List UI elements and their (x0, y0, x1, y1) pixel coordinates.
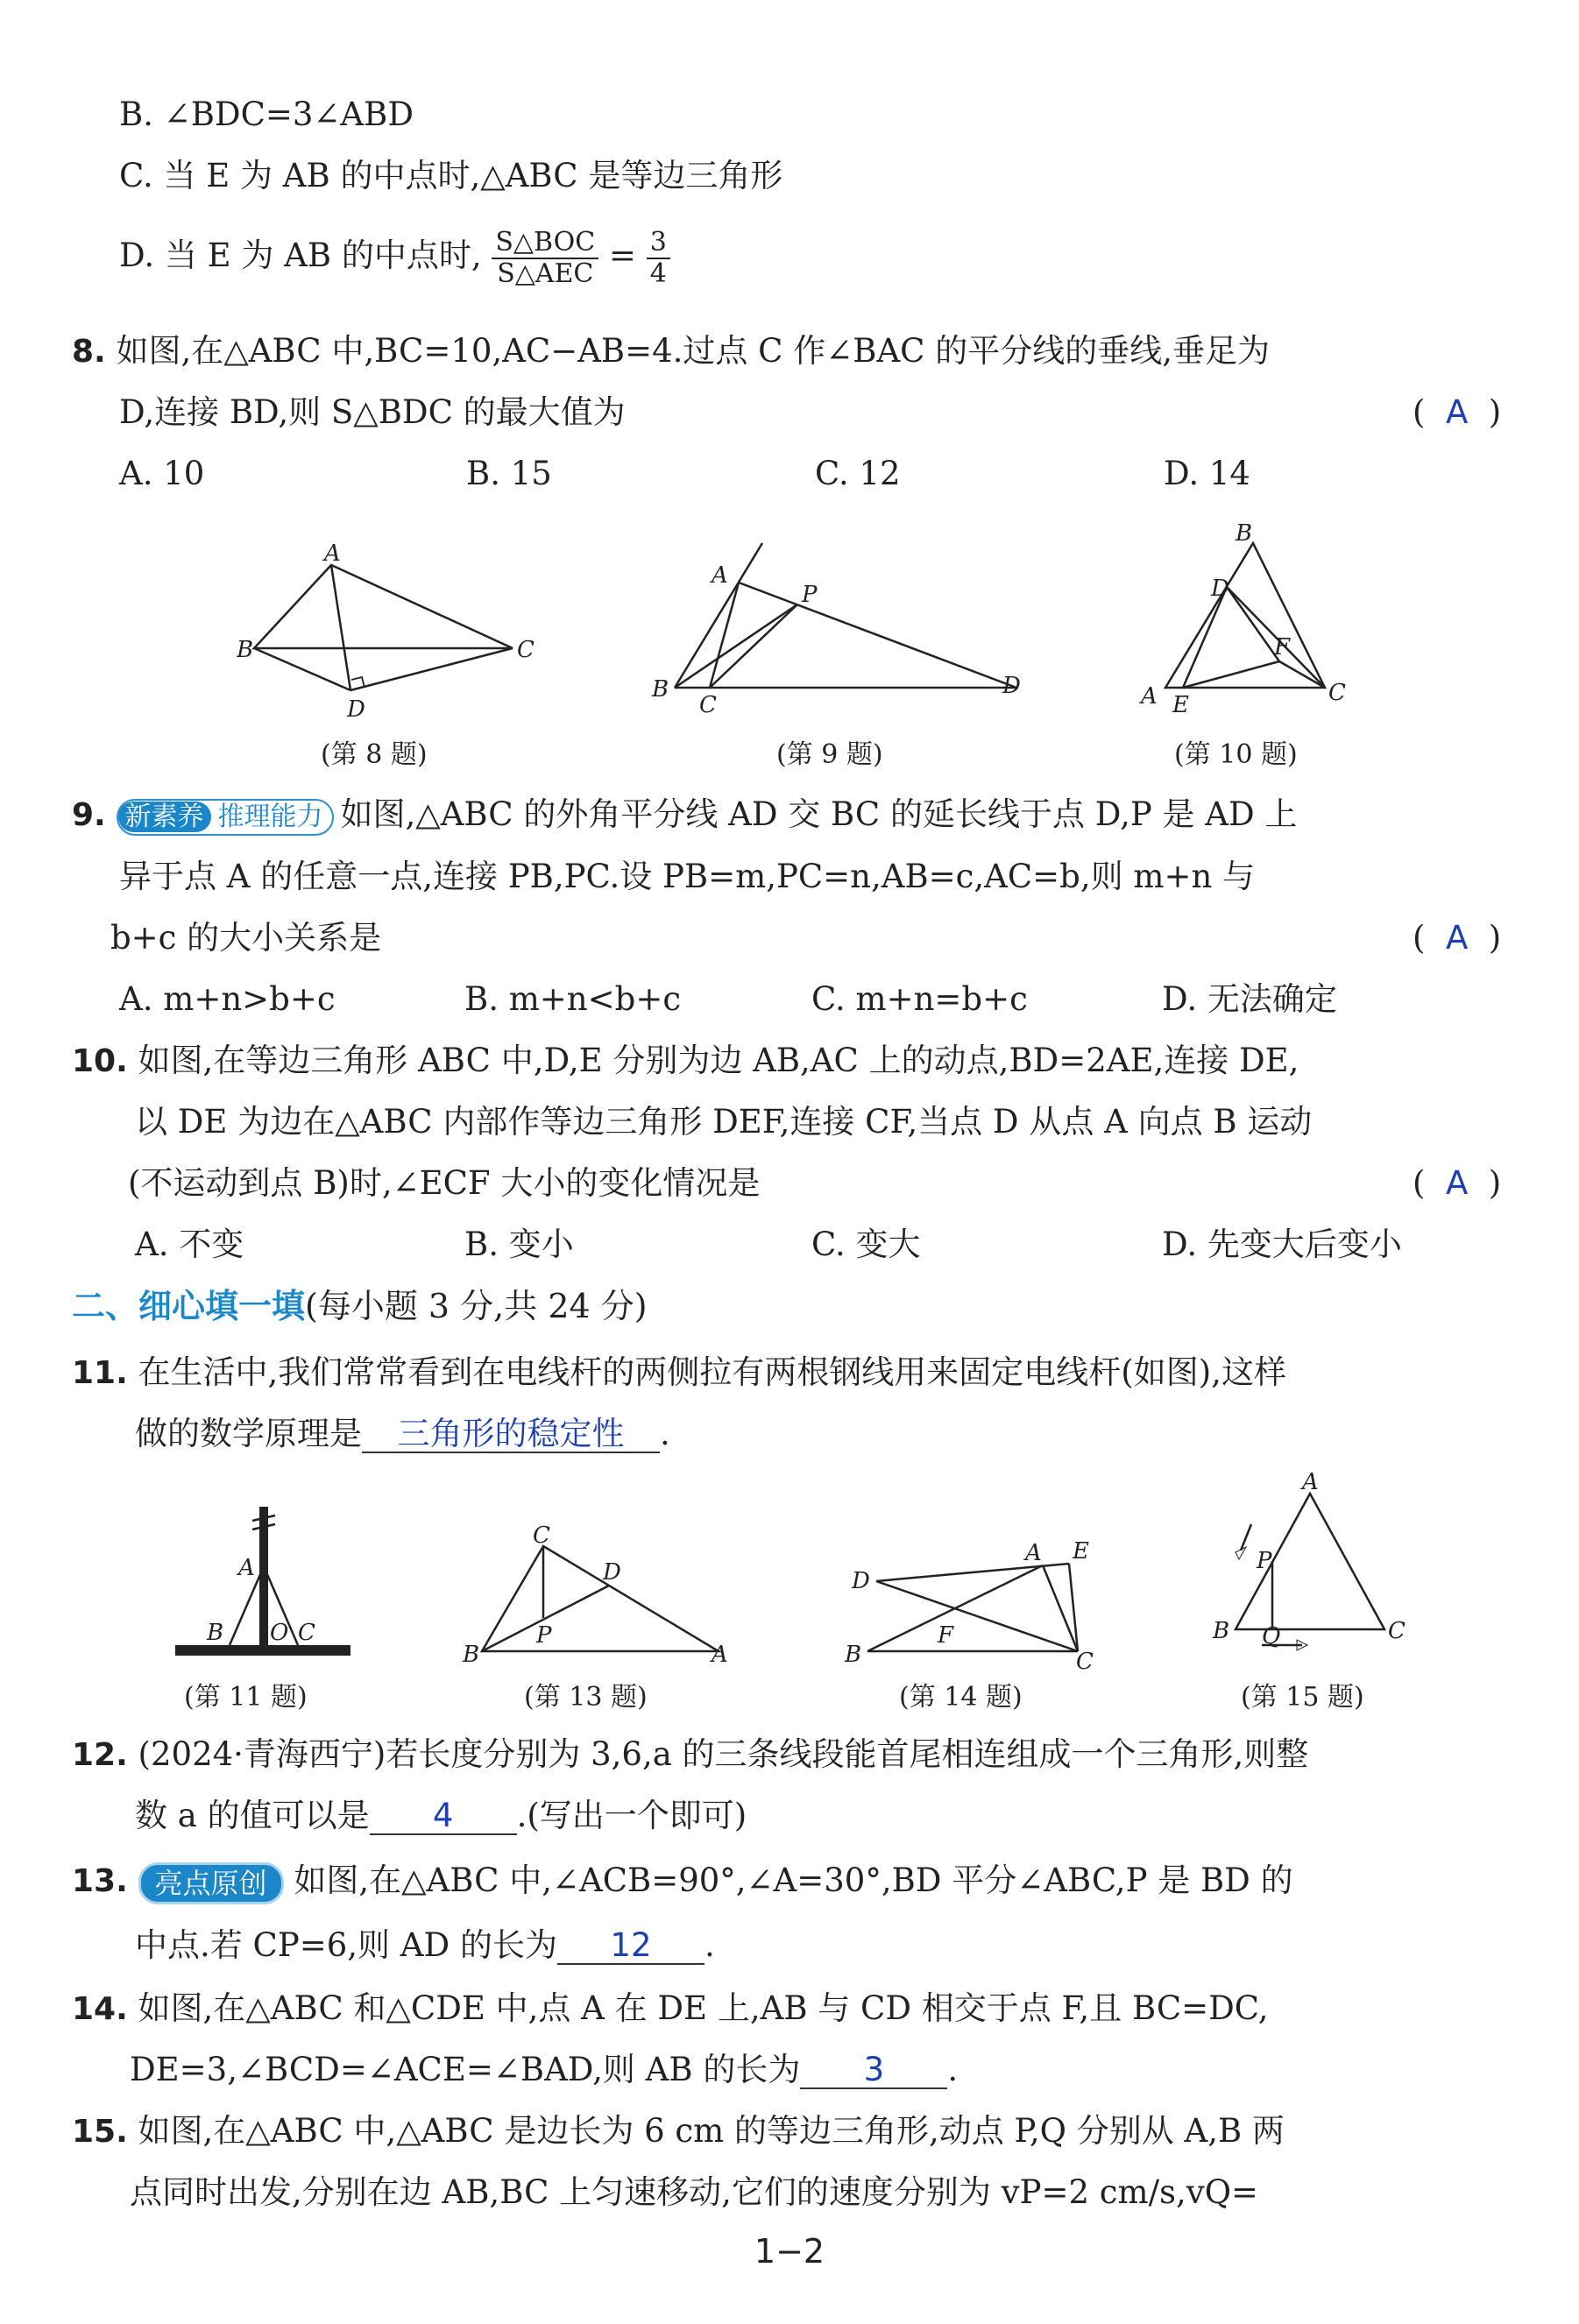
figure-q13 (456, 1520, 745, 1673)
q10-line2: 以 DE 为边在△ABC 内部作等边三角形 DEF,连接 CF,当点 D 从点 A 向点 B 运动 (135, 1103, 1313, 1141)
fig9-ac (710, 583, 739, 688)
caption-q11: (第 11 题) (184, 1682, 308, 1713)
q9-answer: A (1445, 919, 1469, 957)
q11-answer: 三角形的稳定性 (397, 1415, 625, 1452)
caption-q15: (第 15 题) (1241, 1682, 1364, 1713)
fig11-label-a: A (238, 1555, 255, 1581)
fig13-label-a: A (712, 1642, 728, 1668)
q11-blank (362, 1416, 660, 1453)
q7-option-c: C. 当 E 为 AB 的中点时,△ABC 是等边三角形 (119, 157, 783, 194)
fig15-label-a: A (1302, 1472, 1319, 1495)
q7-area-numerator: S△BOC (492, 228, 598, 259)
q9-option-a: A. m+n>b+c (119, 980, 336, 1018)
fig11-label-c: C (298, 1620, 315, 1646)
q12-text-2: 数 a 的值可以是 (135, 1797, 370, 1834)
q7-option-d (119, 221, 670, 291)
q8-answer: A (1445, 393, 1469, 431)
section-2-title: 二、细心填一填 (72, 1287, 306, 1325)
fig11-wire-left (230, 1572, 261, 1645)
section-2-note: (每小题 3 分,共 24 分) (305, 1287, 648, 1325)
q13-number: 13. (72, 1863, 128, 1899)
q15-number: 15. (72, 2114, 128, 2150)
fig14-label-b: B (845, 1642, 862, 1668)
fig9-label-b: B (652, 676, 669, 703)
fig8-label-b: B (237, 637, 254, 663)
fig8-ad (331, 565, 350, 690)
q15-text-1: 如图,在△ABC 中,△ABC 是边长为 6 cm 的等边三角形,动点 P,Q 分别从 A,B 两 (138, 2112, 1285, 2150)
figure-q9 (648, 539, 1034, 723)
fig13-label-c: C (533, 1522, 550, 1549)
q8-number: 8. (72, 334, 106, 370)
fig15-label-p: P (1257, 1548, 1272, 1574)
fig8-label-c: C (517, 637, 535, 663)
q12-text-3: .(写出一个即可) (516, 1797, 747, 1834)
fig8-dc (350, 648, 513, 690)
section-2-header (72, 1284, 648, 1328)
q8-line1 (72, 329, 1270, 374)
q14-number: 14. (72, 1991, 128, 2027)
q7-area-denominator: S△AEC (497, 258, 594, 289)
fig10-label-b: B (1236, 521, 1253, 547)
q14-text-1: 如图,在△ABC 和△CDE 中,点 A 在 DE 上,AB 与 CD 相交于点 F,且 BC=DC, (138, 1989, 1269, 2027)
caption-q14: (第 14 题) (899, 1682, 1023, 1713)
q12-answer: 4 (432, 1797, 454, 1834)
q10-option-b: B. 变小 (464, 1226, 574, 1263)
caption-q8: (第 8 题) (321, 739, 428, 770)
q8-answer-paren: ( A ) (1413, 393, 1502, 431)
figure-q8 (237, 543, 552, 727)
caption-q10: (第 10 题) (1174, 739, 1298, 770)
fig13-label-d: D (603, 1559, 621, 1586)
fig8-label-d: D (347, 696, 365, 723)
figure-q10 (1130, 521, 1358, 723)
q7-area-ratio (492, 228, 598, 289)
fig14-label-d: D (852, 1568, 870, 1594)
q9-option-c: C. m+n=b+c (811, 980, 1028, 1018)
fig10-label-f: F (1274, 634, 1291, 660)
q15-line2: 点同时出发,分别在边 AB,BC 上匀速移动,它们的速度分别为 vP=2 cm/s,vQ= (130, 2173, 1259, 2211)
q13-text-1: 如图,在△ABC 中,∠ACB=90°,∠A=30°,BD 平分∠ABC,P 是 BD 的 (294, 1861, 1293, 1899)
q14-blank (800, 2052, 947, 2089)
q13-line2 (135, 1924, 715, 1967)
q11-line1 (72, 1351, 1286, 1395)
q9-option-d: D. 无法确定 (1162, 980, 1337, 1018)
fig9-pb (675, 604, 797, 688)
figure-q14 (841, 1520, 1122, 1673)
q9-text-1: 如图,△ABC 的外角平分线 AD 交 BC 的延长线于点 D,P 是 AD 上 (340, 795, 1298, 833)
fig8-label-a: A (324, 543, 341, 567)
fig10-label-d: D (1211, 576, 1229, 602)
fig14-label-a: A (1025, 1540, 1042, 1566)
q8-option-c: C. 12 (815, 455, 901, 492)
q13-line1 (72, 1859, 1293, 1904)
fig13-label-p: P (536, 1622, 552, 1649)
q9-badge-main: 新素养 (118, 802, 211, 832)
q12-line1 (72, 1733, 1308, 1777)
fig9-label-d: D (1002, 673, 1021, 699)
q7-option-d-text: D. 当 E 为 AB 的中点时, (119, 237, 482, 274)
q10-option-d: D. 先变大后变小 (1162, 1226, 1402, 1263)
fig9-label-c: C (699, 692, 717, 718)
fig11-label-b: B (207, 1620, 224, 1646)
q11-text-1: 在生活中,我们常常看到在电线杆的两侧拉有两根钢线用来固定电线杆(如图),这样 (138, 1353, 1286, 1391)
fig9-pc (710, 604, 797, 688)
q12-number: 12. (72, 1737, 128, 1773)
figure-q11 (166, 1489, 377, 1664)
figure-q15 (1209, 1472, 1420, 1673)
q12-line2 (135, 1794, 747, 1838)
fig9-label-a: A (712, 562, 728, 589)
q10-answer: A (1445, 1164, 1469, 1202)
caption-q9: (第 9 题) (776, 739, 883, 770)
q7-option-b: B. ∠BDC=3∠ABD (119, 95, 414, 133)
q12-text-1: (2024·青海西宁)若长度分别为 3,6,a 的三条线段能首尾相连组成一个三角形,则整 (138, 1735, 1309, 1773)
q13-answer: 12 (610, 1926, 652, 1964)
q13-blank (557, 1928, 705, 1965)
fig14-label-c: C (1076, 1649, 1094, 1673)
page-number: 1−2 (754, 2232, 825, 2271)
q11-text-2: 做的数学原理是 (135, 1415, 362, 1452)
fig9-label-p: P (802, 582, 818, 608)
fig14-dc (876, 1581, 1078, 1651)
q10-text-1: 如图,在等边三角形 ABC 中,D,E 分别为边 AB,AC 上的动点,BD=2AE,连接 DE, (138, 1042, 1299, 1079)
q10-answer-paren: ( A ) (1413, 1164, 1502, 1202)
q11-number: 11. (72, 1355, 128, 1391)
q10-line1 (72, 1039, 1299, 1084)
q9-line2: 异于点 A 的任意一点,连接 PB,PC.设 PB=m,PC=n,AB=c,AC=b,则 m+n 与 (119, 858, 1256, 895)
q8-text-1: 如图,在△ABC 中,BC=10,AC−AB=4.过点 C 作∠BAC 的平分线的垂线,垂足为 (116, 332, 1270, 370)
q7-fraction (647, 228, 670, 289)
q8-option-b: B. 15 (466, 455, 552, 492)
fig15-label-q: Q (1262, 1623, 1281, 1649)
q7-fraction-numerator: 3 (647, 228, 670, 259)
q9-badge (117, 799, 334, 836)
q11-line2 (135, 1412, 670, 1456)
q9-option-b: B. m+n<b+c (464, 980, 682, 1018)
q7-fraction-denominator: 4 (649, 258, 667, 289)
fig14-label-f: F (938, 1622, 954, 1649)
q9-answer-paren: ( A ) (1413, 919, 1502, 957)
fig14-ab (867, 1565, 1043, 1651)
q9-line3: b+c 的大小关系是 (110, 919, 382, 957)
fig10-label-e: E (1172, 692, 1189, 718)
fig15-label-c: C (1388, 1618, 1406, 1644)
q9-line1 (72, 793, 1297, 837)
fig8-bd (254, 648, 350, 690)
fig13-label-b: B (463, 1642, 480, 1668)
caption-q13: (第 13 题) (524, 1682, 648, 1713)
fig10-de (1183, 587, 1227, 688)
q13-text-2: 中点.若 CP=6,则 AD 的长为 (135, 1926, 557, 1964)
q10-number: 10. (72, 1043, 128, 1079)
q14-line2 (130, 2048, 958, 2092)
q9-number: 9. (72, 797, 106, 833)
q14-text-2: DE=3,∠BCD=∠ACE=∠BAD,则 AB 的长为 (130, 2051, 801, 2088)
q7-equals: = (608, 237, 636, 274)
fig10-label-c: C (1328, 680, 1346, 706)
fig10-label-a: A (1141, 683, 1158, 710)
fig10-ef (1183, 661, 1279, 688)
q8-line2: D,连接 BD,则 S△BDC 的最大值为 (119, 393, 626, 431)
fig10-df (1227, 587, 1279, 661)
q12-blank (370, 1798, 517, 1835)
q10-option-c: C. 变大 (811, 1226, 921, 1263)
fig8-triangle (254, 565, 513, 648)
q9-badge-sub: 推理能力 (217, 801, 323, 832)
fig10-triangle (1165, 543, 1325, 688)
q10-option-a: A. 不变 (135, 1226, 244, 1263)
fig9-ad (739, 583, 1016, 688)
q14-end: . (947, 2051, 959, 2088)
q13-badge: 亮点原创 (138, 1862, 284, 1904)
fig11-label-o: O (270, 1620, 289, 1646)
q8-option-d: D. 14 (1164, 455, 1250, 492)
fig14-label-e: E (1073, 1538, 1089, 1565)
fig15-label-b: B (1213, 1618, 1230, 1644)
q10-line3: (不运动到点 B)时,∠ECF 大小的变化情况是 (128, 1164, 761, 1202)
fig13-triangle (482, 1546, 719, 1651)
q14-answer: 3 (863, 2051, 885, 2088)
q14-line1 (72, 1987, 1269, 2031)
q13-end: . (704, 1926, 715, 1964)
q15-line1 (72, 2109, 1285, 2154)
q8-option-a: A. 10 (119, 455, 205, 492)
q11-end: . (660, 1415, 670, 1452)
